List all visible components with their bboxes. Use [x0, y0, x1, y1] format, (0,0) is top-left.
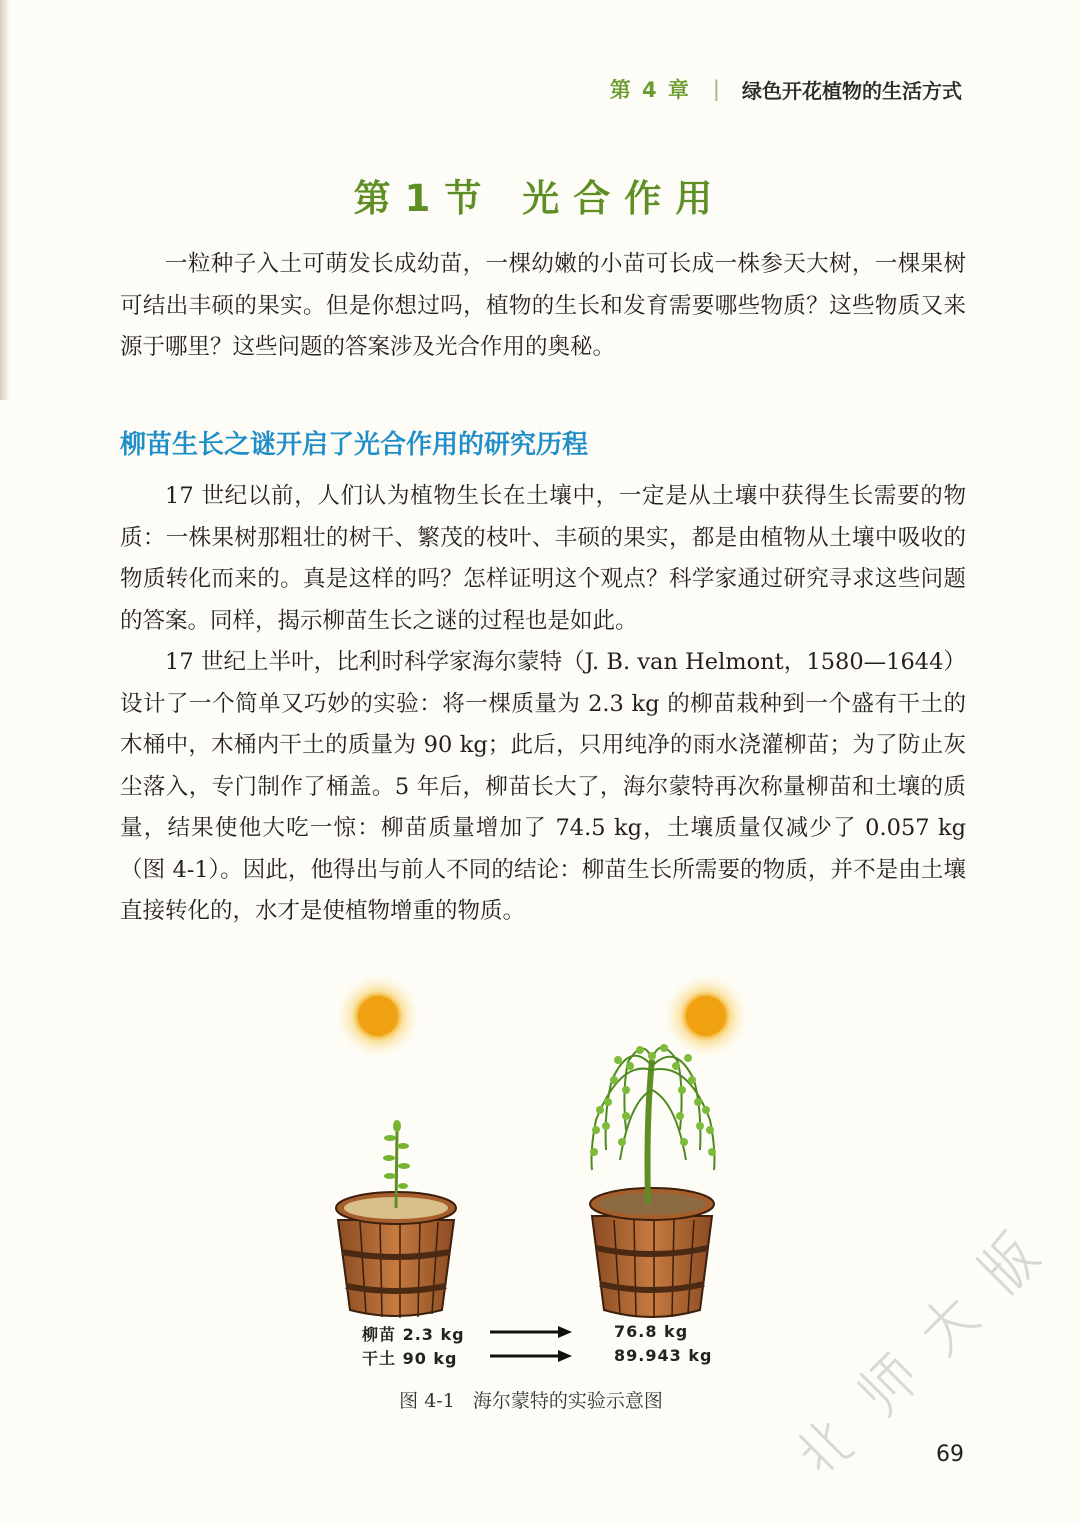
subheading: 柳苗生长之谜开启了光合作用的研究历程	[120, 430, 589, 460]
paragraph: 17 世纪上半叶，比利时科学家海尔蒙特（J. B. van Helmont，1580—1644）设计了一个简单又巧妙的实验：将一棵质量为 2.3 kg 的柳苗栽种到一个盛有干土的木桶中，木桶内干土的质量为 90 kg；此后，只用纯净的雨水浇灌柳苗；为了防止灰尘落入，专门制作了桶盖。5 年后，柳苗长大了，海尔蒙特再次称量柳苗和土壤的质量，结果使他大吃一惊：柳苗质量增加了 74.5 kg，土壤质量仅减少了 0.057 kg（图 4-1）。因此，他得出与前人不同的结论：柳苗生长所需要的物质，并不是由土壤直接转化的，水才是使植物增重的物质。	[120, 649, 966, 924]
header-separator: |	[712, 77, 720, 101]
caption-text: 海尔蒙特的实验示意图	[472, 1390, 663, 1412]
arrow-icon-soil	[490, 1350, 572, 1362]
body-text	[120, 476, 966, 933]
figure-4-1	[300, 970, 780, 1420]
intro-paragraph: 一粒种子入土可萌发长成幼苗，一棵幼嫩的小苗可长成一株参天大树，一棵果树可结出丰硕的果实。但是你想过吗，植物的生长和发育需要哪些物质？这些物质又来源于哪里？这些问题的答案涉及光合作用的奥秘。	[120, 251, 966, 360]
paragraph: 17 世纪以前，人们认为植物生长在土壤中，一定是从土壤中获得生长需要的物质：一株果树那粗壮的树干、繁茂的枝叶、丰硕的果实，都是由植物从土壤中吸收的物质转化而来的。真是这样的吗？怎样证明这个观点？科学家通过研究寻求这些问题的答案。同样，揭示柳苗生长之谜的过程也是如此。	[120, 483, 966, 634]
label-soil-before: 干土 90 kg	[362, 1349, 458, 1368]
page-number: 69	[936, 1442, 964, 1467]
running-header	[610, 74, 962, 104]
sun-icon-right	[664, 974, 748, 1058]
arrow-icon-willow	[490, 1326, 572, 1338]
label-willow-after: 76.8 kg	[614, 1322, 689, 1341]
section-title: 第1节 光合作用	[353, 177, 727, 220]
chapter-number: 第 4 章	[609, 78, 691, 102]
bucket-small-willow	[336, 1120, 456, 1318]
bucket-grown-willow	[590, 1044, 716, 1318]
chapter-title: 绿色开花植物的生活方式	[742, 78, 962, 103]
publisher-watermark	[770, 1200, 1080, 1520]
caption-number: 图 4-1	[399, 1390, 455, 1412]
label-willow-before: 柳苗 2.3 kg	[362, 1325, 465, 1344]
helmont-experiment-illustration	[300, 970, 780, 1380]
label-soil-after: 89.943 kg	[614, 1346, 713, 1365]
sun-icon-left	[336, 974, 420, 1058]
